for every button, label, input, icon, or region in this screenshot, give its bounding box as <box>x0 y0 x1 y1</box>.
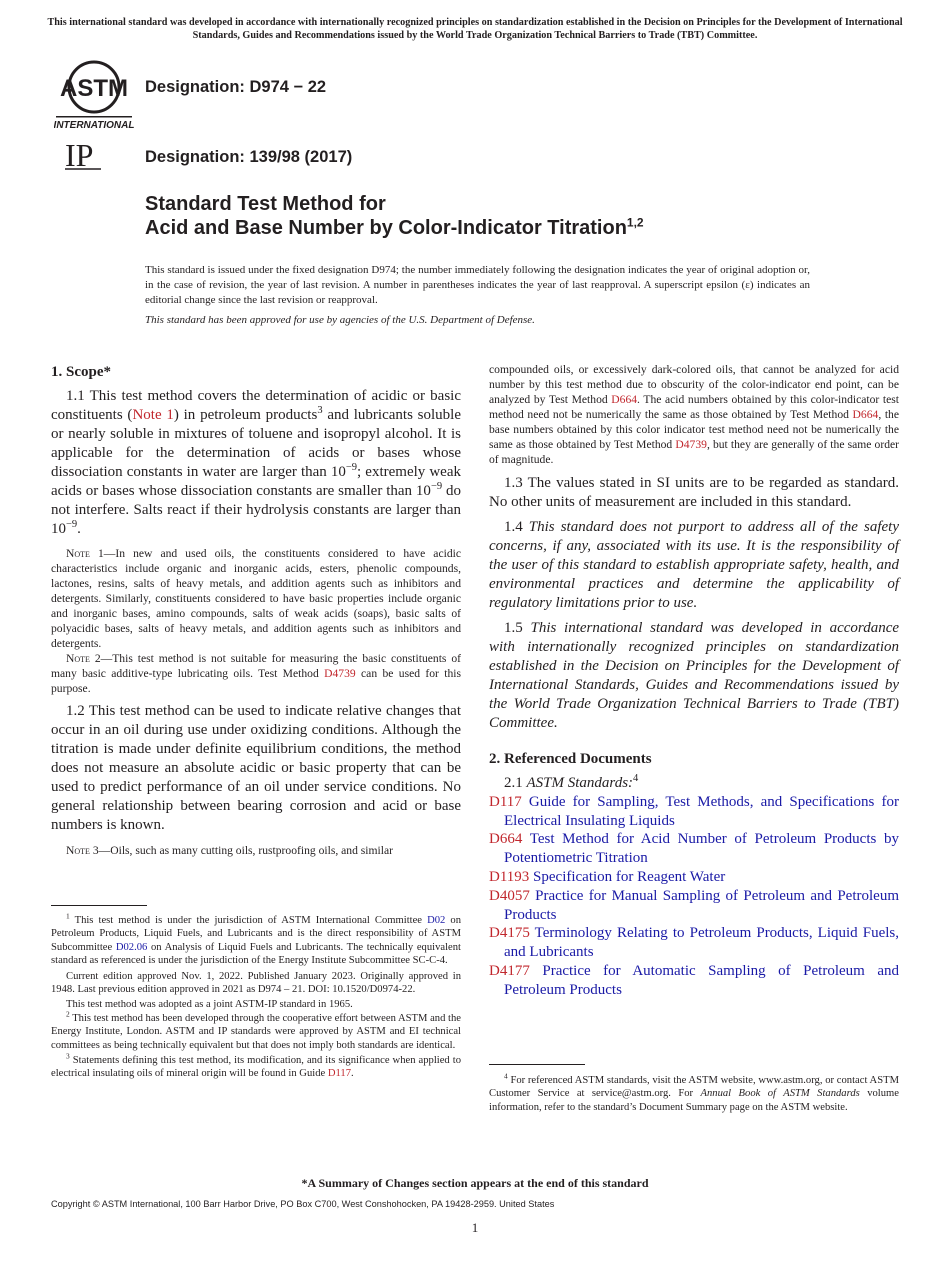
issuance-text: This standard is issued under the fixed designation D974; the number immediately following the designation indicates the year of original adoption or, in the case of revision, the year of last revision. A number in parentheses indicates the year of last reapproval. A superscript epsilon (ε) indicates an editorial change since the last revision or reapproval. <box>145 264 810 307</box>
dod-approval: This standard has been approved for use by agencies of the U.S. Department of Defense. <box>145 313 535 326</box>
footnotes-left: $^1$ This test method is under the jurisdiction of ASTM International Committee D02 on Petroleum Products, Liquid Fuels, and Lubricants and is the direct responsibility of ASTM Subcommittee D02.06 on Analysis of Liquid Fuels and Lubricants. The technically equivalent standard as referenced is under the jurisdiction of the Energy Institute Subcommittee SC-C-4. Current edition approved Nov. 1, 2022. Published January 2023. Originally approved in 1948. Last previous edition approved in 2021 as D974 – 21. DOI: 10.1520/D0974-22. This test method was adopted as a joint ASTM-IP standard in 1965. $^2$ This test method has been developed through the cooperative effort between ASTM and the Energy Institute, London. ASTM and IP standards were approved by ASTM and EI technical committees as being technically equivalent but that does not imply both standards are identical. $^3$ Statements defining this test method, its modification, and its significance when applied to electrical insulating oils of mineral origin will be found in Guide D117. <box>51 911 462 1080</box>
d02-06-link[interactable]: D02.06 <box>115 941 148 953</box>
d4739-link-2[interactable]: D4739 <box>675 438 707 451</box>
d664-link-2[interactable]: D664 <box>852 408 879 421</box>
astm-designation: Designation: D974 − 22 <box>145 78 327 96</box>
astm-logo-text: ASTM <box>60 75 128 102</box>
footnote-4: $^4$ For referenced ASTM standards, visit the ASTM website, www.astm.org, or contact ASTM Customer Service at service@astm.org. For Annual Book of ASTM Standards volume information, refer to the standard’s Document Summary page on the ASTM website. <box>489 1071 899 1113</box>
paragraph-1-1: 1.1 This test method covers the determination of acidic or basic constituents (Note 1) in petroleum products$^3$ and lubricants soluble or nearly soluble in mixtures of toluene and isopropyl alcohol. It is applicable for the determination of acids or bases whose dissociation constants in water are larger than $10^{-9}$; extremely weak acids or bases whose dissociation constants are smaller than $10^{-9}$ do not interfere. Salts react if their hydrolysis constants are larger than $10^{-9}$. <box>51 388 462 537</box>
title-line-2: Acid and Base Number by Color-Indicator Titration$^{1,2}$ <box>145 215 644 239</box>
ip-designation: Designation: 139/98 (2017) <box>145 148 353 166</box>
ip-logo <box>63 138 107 172</box>
astm-standards-label: 2.1 ASTM Standards:$^4$ <box>504 773 639 791</box>
referenced-documents <box>489 774 899 1000</box>
issuance-note <box>145 263 810 328</box>
d664-link-1[interactable]: D664 <box>611 393 638 406</box>
d4739-link[interactable]: D4739 <box>324 667 356 680</box>
note-1: Note 1—In new and used oils, the constituents considered to have acidic characteristics include organic and inorganic acids, esters, phenolic compounds, lactones, resins, salts of heavy metals, and addition agents such as inhibitors and detergents. Similarly, constituents considered to have basic properties include organic and inorganic bases, amino compounds, salts of weak acids (soaps), basic salts of polyacidic bases, salts of heavy metals, and addition agents such as inhibitors and detergents. Note 2—This test method is not suitable for measuring the basic constituents of many basic additive-type lubricating oils. Test Method D4739 can be used for this purpose. <box>51 547 461 695</box>
title-footnote-ref: 1,2 <box>626 215 644 230</box>
paragraph-1-4: 1.4 This standard does not purport to address all of the safety concerns, if any, associated with its use. It is the responsibility of the user of this standard to establish appropriate safety, health, and environmental practices and determine the applicability of regulatory limitations prior to use. <box>489 519 899 611</box>
section-1-heading: 1. Scope* <box>51 364 111 380</box>
ref-item[interactable]: D4177 Practice for Automatic Sampling of Petroleum and Petroleum Products <box>489 962 899 998</box>
left-column <box>51 364 461 858</box>
note-3-continued: compounded oils, or excessively dark-colored oils, that cannot be analyzed for acid number by this test method due to obscurity of the color-indicator end point, can be analyzed by Test Method D664. The acid numbers obtained by this color-indicator test method need not be numerically the same as those obtained by Test Method D664, the base numbers obtained by this color indicator test method need not be numerically the same as those obtained by Test Method D4739, but they are generally of the same order of magnitude. <box>489 363 900 466</box>
page-number: 1 <box>471 1220 479 1235</box>
note-3: Note 3—Oils, such as many cutting oils, rustproofing oils, and similar <box>66 844 393 857</box>
d02-link[interactable]: D02 <box>427 915 446 926</box>
right-column <box>489 362 899 1000</box>
astm-logo-subtext: INTERNATIONAL <box>54 120 134 131</box>
copyright-line: Copyright © ASTM International, 100 Barr Harbor Drive, PO Box C700, West Conshohocken, PA 19428-2959. United States <box>51 1199 555 1209</box>
ip-logo-text: IP <box>65 138 94 172</box>
ref-item[interactable]: D4175 Terminology Relating to Petroleum Products, Liquid Fuels, and Lubricants <box>489 925 899 961</box>
summary-of-changes-note: *A Summary of Changes section appears at the end of this standard <box>301 1176 649 1190</box>
astm-logo <box>54 56 134 132</box>
d117-footnote-link[interactable]: D117 <box>327 1068 352 1080</box>
paragraph-1-3: 1.3 The values stated in SI units are to be regarded as standard. No other units of measurement are included in this standard. <box>489 475 899 510</box>
joint-adoption: This test method was adopted as a joint ASTM-IP standard in 1965. <box>66 999 353 1011</box>
edition-info: Current edition approved Nov. 1, 2022. Published January 2023. Originally approved in 1948. Last previous edition approved in 2021 as D974 – 21. DOI: 10.1520/D0974-22. <box>51 970 461 996</box>
document-title <box>145 192 845 240</box>
footnote-rule-left <box>51 905 147 906</box>
footnote-rule-right <box>489 1064 585 1065</box>
section-2-heading: 2. Referenced Documents <box>489 751 652 767</box>
ref-item[interactable]: D1193 Specification for Reagent Water <box>489 868 726 885</box>
ref-item[interactable]: D664 Test Method for Acid Number of Petroleum Products by Potentiometric Titration <box>489 831 899 867</box>
title-line-1: Standard Test Method for <box>145 193 386 215</box>
ref-item[interactable]: D4057 Practice for Manual Sampling of Petroleum and Petroleum Products <box>489 887 899 923</box>
paragraph-1-5: 1.5 This international standard was developed in accordance with internationally recognized principles on standardization established in the Decision on Principles for the Development of International Standards, Guides and Recommendations issued by the World Trade Organization Technical Barriers to Trade (TBT) Committee. <box>489 620 900 731</box>
note-1-link[interactable]: Note 1 <box>132 407 174 423</box>
ref-item[interactable]: D117 Guide for Sampling, Test Methods, and Specifications for Electrical Insulating Liquids <box>489 793 899 829</box>
header-notice: This international standard was developed in accordance with internationally recognized principles on standardization established in the Decision on Principles for the Development of International Standards, Guides and Recommendations issued by the World Trade Organization Technical Barriers to Trade (TBT) Committee. <box>47 17 903 41</box>
paragraph-1-2: 1.2 This test method can be used to indicate relative changes that occur in an oil during use under oxidizing conditions. Although the titration is made under definite equilibrium conditions, the method does not measure an absolute acidic or basic property that can be used to predict performance of an oil under service conditions. No general relationship between bearing corrosion and acid or base numbers is known. <box>51 703 461 833</box>
